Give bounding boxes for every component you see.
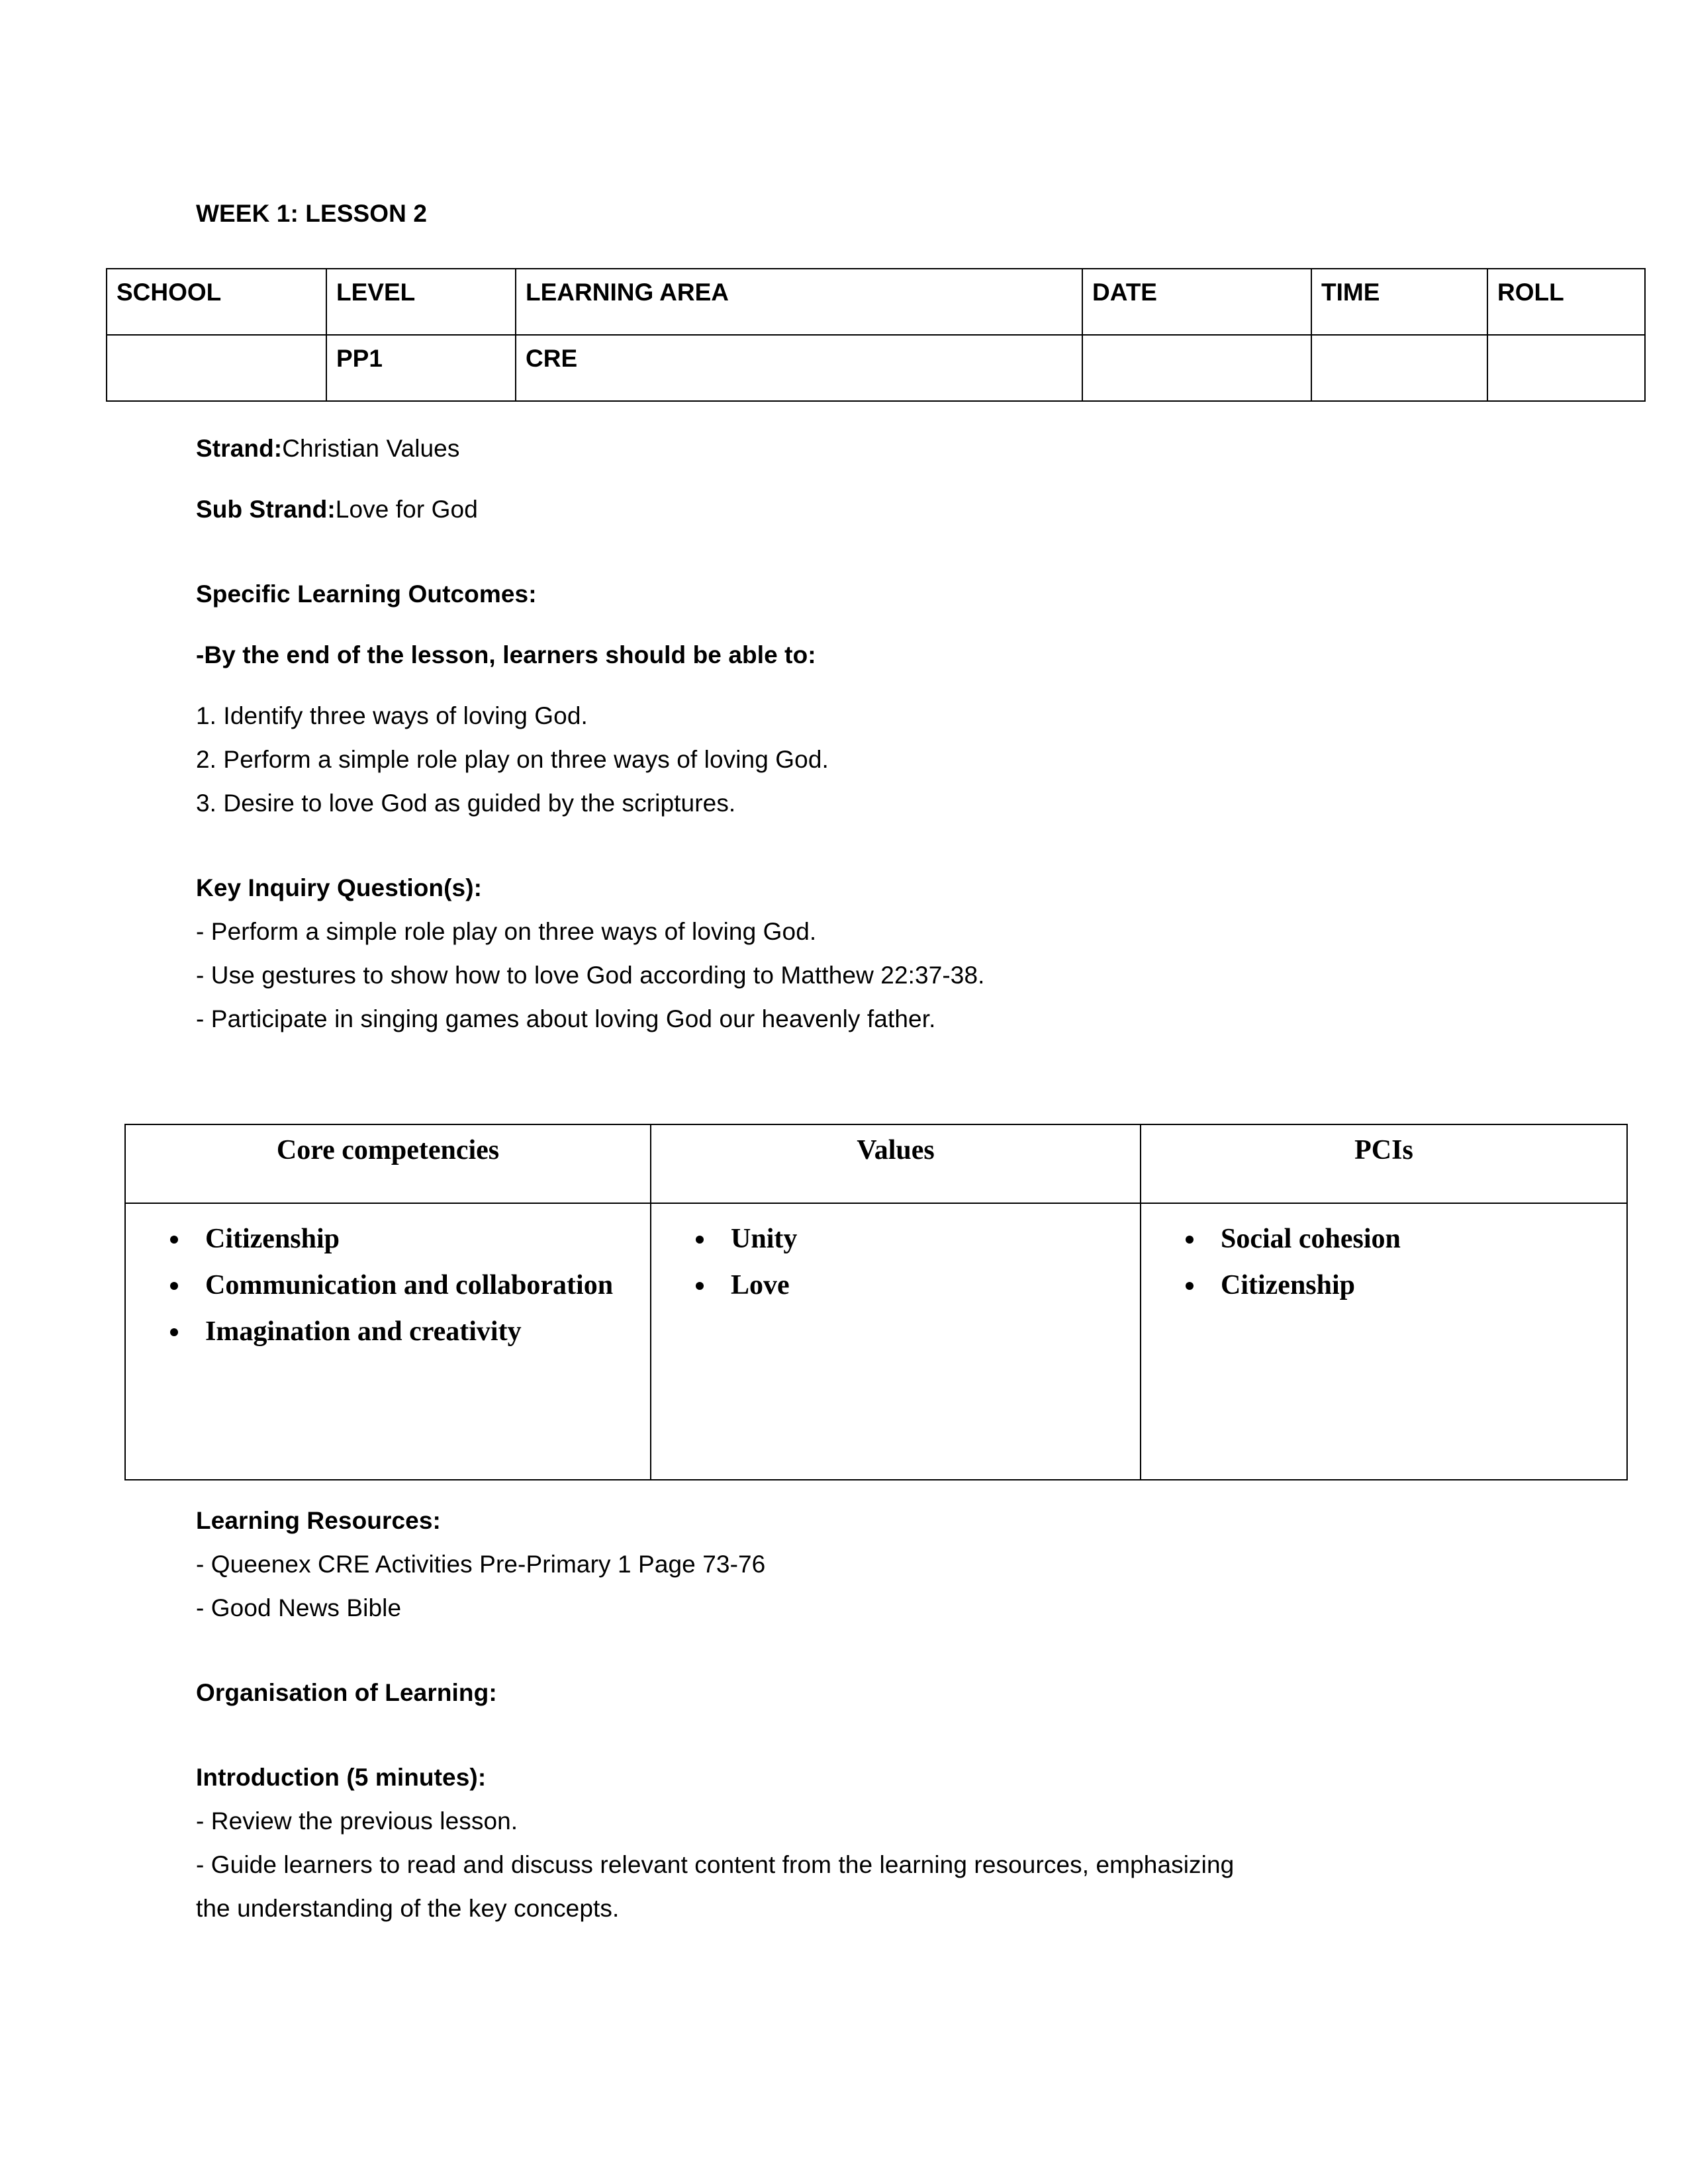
lesson-info-table: [106, 268, 1646, 402]
key-inquiry-item: - Perform a simple role play on three ways of loving God.: [196, 918, 817, 945]
header-level: LEVEL: [326, 269, 516, 335]
list-item: • Unity: [716, 1216, 1132, 1262]
page-title: WEEK 1: LESSON 2: [196, 200, 428, 227]
lesson-delivery-block: [196, 1499, 1513, 1931]
outcomes-title: Specific Learning Outcomes:: [196, 580, 537, 608]
list-item: • Love: [716, 1262, 1132, 1308]
values-list: [659, 1216, 1132, 1308]
outcome-item: 2. Perform a simple role play on three ways of loving God.: [196, 746, 829, 773]
value-level[interactable]: PP1: [326, 335, 516, 401]
value-learning-area[interactable]: CRE: [516, 335, 1082, 401]
header-values: Values: [651, 1124, 1141, 1203]
learning-resource-item: - Good News Bible: [196, 1594, 402, 1621]
value-school[interactable]: [107, 335, 326, 401]
strand-value: Christian Values: [282, 435, 460, 462]
strand-row: [196, 427, 1513, 471]
spacer: [196, 1715, 1513, 1756]
outcome-item: 1. Identify three ways of loving God.: [196, 702, 588, 729]
lesson-details-block: [196, 427, 1513, 1041]
value-roll[interactable]: [1487, 335, 1645, 401]
table-row: [125, 1203, 1627, 1480]
spacer: [196, 825, 1513, 866]
list-item: • Social cohesion: [1206, 1216, 1618, 1262]
table-row-headers: [125, 1124, 1627, 1203]
header-time: TIME: [1311, 269, 1487, 335]
header-learning-area: LEARNING AREA: [516, 269, 1082, 335]
strand-label: Strand:: [196, 435, 283, 462]
competency-table: [124, 1124, 1628, 1480]
cell-values: [651, 1203, 1141, 1480]
introduction-item: - Guide learners to read and discuss relevant content from the learning resources, emphasizing: [196, 1851, 1235, 1878]
spacer: [196, 1630, 1513, 1671]
outcome-item: 3. Desire to love God as guided by the scriptures.: [196, 790, 736, 817]
spacer: [196, 471, 1513, 488]
key-inquiry-title: Key Inquiry Question(s):: [196, 874, 483, 901]
header-roll: ROLL: [1487, 269, 1645, 335]
header-pcis: PCIs: [1141, 1124, 1627, 1203]
core-competency-list: [134, 1216, 642, 1355]
introduction-title: Introduction (5 minutes):: [196, 1764, 487, 1791]
list-item: • Citizenship: [1206, 1262, 1618, 1308]
outcomes-intro: -By the end of the lesson, learners should be able to:: [196, 641, 816, 668]
key-inquiry-item: - Use gestures to show how to love God according to Matthew 22:37-38.: [196, 962, 985, 989]
organisation-title: Organisation of Learning:: [196, 1679, 497, 1706]
value-date[interactable]: [1082, 335, 1311, 401]
learning-resources-title: Learning Resources:: [196, 1507, 441, 1534]
list-item: • Citizenship: [191, 1216, 642, 1262]
spacer: [196, 616, 1513, 633]
introduction-item: - Review the previous lesson.: [196, 1807, 518, 1835]
sub-strand-label: Sub Strand:: [196, 496, 336, 523]
cell-core-competencies: [125, 1203, 651, 1480]
learning-resource-item: - Queenex CRE Activities Pre-Primary 1 Page 73-76: [196, 1551, 766, 1578]
pcis-list: [1149, 1216, 1618, 1308]
sub-strand-row: [196, 488, 1513, 531]
introduction-item: the understanding of the key concepts.: [196, 1895, 620, 1922]
value-time[interactable]: [1311, 335, 1487, 401]
key-inquiry-item: - Participate in singing games about loving God our heavenly father.: [196, 1005, 936, 1032]
lesson-heading-block: [196, 192, 1513, 236]
header-core-competencies: Core competencies: [125, 1124, 651, 1203]
spacer: [196, 531, 1513, 572]
header-school: SCHOOL: [107, 269, 326, 335]
table-row-headers: [107, 269, 1645, 335]
list-item: • Imagination and creativity: [191, 1308, 642, 1355]
cell-pcis: [1141, 1203, 1627, 1480]
spacer: [196, 677, 1513, 694]
sub-strand-value: Love for God: [335, 496, 478, 523]
header-date: DATE: [1082, 269, 1311, 335]
table-row-values: [107, 335, 1645, 401]
list-item: • Communication and collaboration: [191, 1262, 642, 1308]
